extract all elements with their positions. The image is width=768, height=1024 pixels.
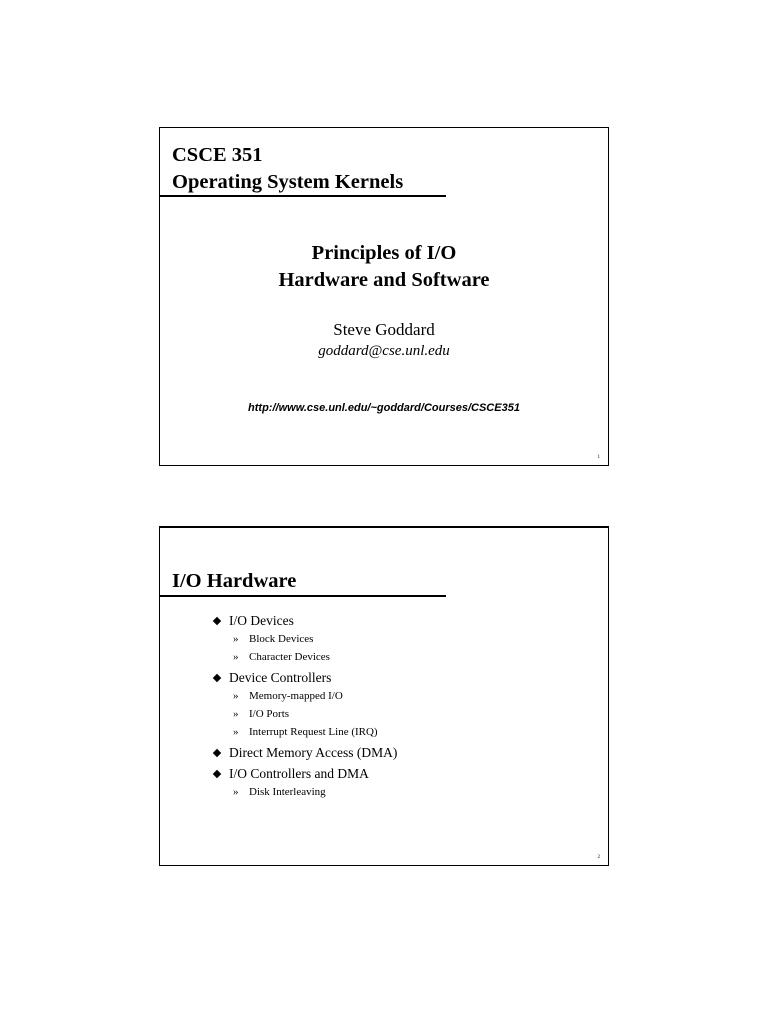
author-name: Steve Goddard [333, 320, 435, 339]
bullet-list [212, 612, 572, 801]
sub-label: Character Devices [249, 651, 330, 663]
course-url: http://www.cse.unl.edu/~goddard/Courses/CSCE351 [248, 402, 520, 414]
diamond-bullet-icon [213, 770, 221, 778]
sub-item [229, 687, 572, 705]
lecture-title [160, 240, 608, 294]
bullet-label: I/O Controllers and DMA [229, 766, 369, 781]
sub-list [229, 783, 572, 801]
sub-label: Memory-mapped I/O [249, 690, 343, 702]
bullet-label: Device Controllers [229, 670, 332, 685]
bullet-item [212, 744, 572, 762]
author-email: goddard@cse.unl.edu [318, 343, 450, 359]
title-underline [160, 195, 446, 197]
slide-heading: I/O Hardware [172, 570, 297, 592]
page-number: 1 [597, 455, 600, 460]
raquo-icon: » [233, 633, 239, 645]
course-code: CSCE 351 [172, 144, 263, 166]
sub-label: Disk Interleaving [249, 786, 326, 798]
raquo-icon: » [233, 651, 239, 663]
lecture-title-line-2: Hardware and Software [278, 269, 490, 291]
diamond-bullet-icon [213, 674, 221, 682]
sub-label: I/O Ports [249, 708, 290, 720]
sub-item [229, 630, 572, 648]
sub-list [229, 630, 572, 666]
sub-label: Block Devices [249, 633, 314, 645]
bullet-label: Direct Memory Access (DMA) [229, 745, 398, 760]
bullet-item [212, 669, 572, 741]
diamond-bullet-icon [213, 617, 221, 625]
raquo-icon: » [233, 690, 239, 702]
sub-list [229, 687, 572, 741]
bullet-item [212, 612, 572, 666]
raquo-icon: » [233, 786, 239, 798]
slide-1 [159, 127, 609, 466]
course-title [172, 142, 403, 196]
slide-2 [159, 526, 609, 866]
sub-item [229, 783, 572, 801]
sub-item [229, 705, 572, 723]
bullet-item [212, 765, 572, 801]
diamond-bullet-icon [213, 749, 221, 757]
bullet-label: I/O Devices [229, 613, 294, 628]
heading-underline [160, 595, 446, 597]
sub-item [229, 648, 572, 666]
page-number: 2 [597, 855, 600, 860]
course-name: Operating System Kernels [172, 171, 404, 193]
raquo-icon: » [233, 708, 239, 720]
raquo-icon: » [233, 726, 239, 738]
sub-item [229, 723, 572, 741]
sub-label: Interrupt Request Line (IRQ) [249, 726, 378, 738]
lecture-title-line-1: Principles of I/O [311, 242, 457, 264]
